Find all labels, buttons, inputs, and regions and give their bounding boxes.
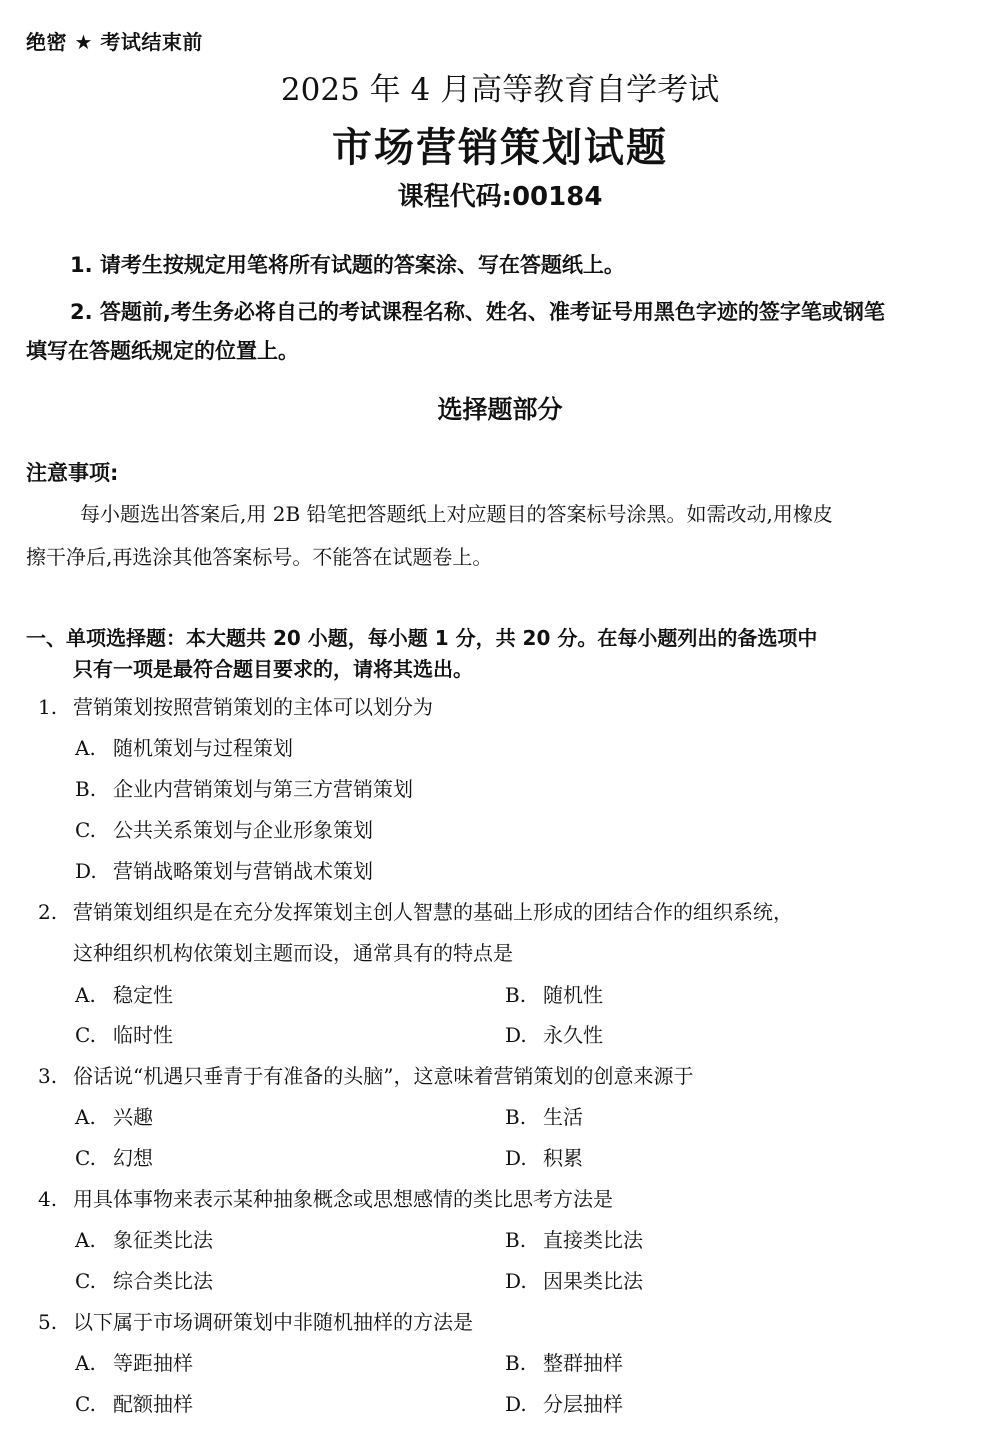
option-label: C. <box>75 1269 96 1293</box>
course-code: 课程代码:00184 <box>397 182 603 212</box>
exam-title: 2025 年 4 月高等教育自学考试 <box>280 72 720 108</box>
q3-option-d[interactable] <box>505 1142 583 1171</box>
option-text: 积累 <box>543 1146 583 1170</box>
option-label: D. <box>505 1392 527 1416</box>
question-4-stem <box>38 1183 613 1212</box>
option-text: 等距抽样 <box>113 1351 193 1375</box>
option-label: D. <box>505 1146 527 1170</box>
confidential-label: 绝密 ★ 考试结束前 <box>26 30 203 54</box>
option-label: D. <box>75 859 97 883</box>
instruction-2-line2: 填写在答题纸规定的位置上。 <box>26 339 299 363</box>
instruction-1: 1. 请考生按规定用笔将所有试题的答案涂、写在答题纸上。 <box>70 253 625 277</box>
q1-option-d[interactable] <box>75 855 373 884</box>
option-label: B. <box>75 777 97 801</box>
q5-option-d[interactable] <box>505 1388 623 1417</box>
option-label: B. <box>505 1351 527 1375</box>
option-text: 营销战略策划与营销战术策划 <box>113 859 373 883</box>
question-number: 3. <box>38 1064 58 1088</box>
q3-option-c[interactable] <box>75 1142 153 1171</box>
section-title: 选择题部分 <box>437 395 563 424</box>
question-2-stem <box>38 896 793 925</box>
q1-option-c[interactable] <box>75 814 373 843</box>
q5-option-c[interactable] <box>75 1388 193 1417</box>
question-3-stem <box>38 1060 693 1089</box>
question-text: 用具体事物来表示某种抽象概念或思想感情的类比思考方法是 <box>73 1187 613 1211</box>
option-text: 分层抽样 <box>543 1392 623 1416</box>
option-label: D. <box>505 1269 527 1293</box>
option-label: A. <box>75 1105 96 1129</box>
option-label: B. <box>505 983 527 1007</box>
question-2-stem-cont: 这种组织机构依策划主题而设，通常具有的特点是 <box>73 941 513 965</box>
q1-option-b[interactable] <box>75 773 413 802</box>
option-text: 兴趣 <box>113 1105 153 1129</box>
notice-heading: 注意事项: <box>26 461 119 485</box>
option-text: 稳定性 <box>113 983 173 1007</box>
question-number: 4. <box>38 1187 58 1211</box>
question-text: 以下属于市场调研策划中非随机抽样的方法是 <box>73 1310 473 1334</box>
option-text: 企业内营销策划与第三方营销策划 <box>113 777 413 801</box>
question-number: 1. <box>38 695 58 719</box>
q4-option-d[interactable] <box>505 1265 643 1294</box>
option-text: 临时性 <box>113 1023 173 1047</box>
option-text: 整群抽样 <box>543 1351 623 1375</box>
option-text: 综合类比法 <box>113 1269 213 1293</box>
q2-option-c[interactable] <box>75 1019 173 1048</box>
q4-option-b[interactable] <box>505 1224 643 1253</box>
option-text: 生活 <box>543 1105 583 1129</box>
q4-option-a[interactable] <box>75 1224 213 1253</box>
question-text: 营销策划按照营销策划的主体可以划分为 <box>73 695 433 719</box>
question-text: 俗话说“机遇只垂青于有准备的头脑”，这意味着营销策划的创意来源于 <box>73 1064 694 1088</box>
question-1-stem <box>38 691 433 720</box>
option-text: 随机策划与过程策划 <box>113 736 293 760</box>
option-label: C. <box>75 1023 96 1047</box>
instruction-2-line1: 2. 答题前,考生务必将自己的考试课程名称、姓名、准考证号用黑色字迹的签字笔或钢笔 <box>70 300 885 324</box>
q4-option-c[interactable] <box>75 1265 213 1294</box>
option-label: A. <box>75 1351 96 1375</box>
option-label: A. <box>75 1228 96 1252</box>
part-heading-line1: 一、单项选择题：本大题共 20 小题，每小题 1 分，共 20 分。在每小题列出的备选项中 <box>26 626 818 650</box>
option-label: C. <box>75 1392 96 1416</box>
q5-option-a[interactable] <box>75 1347 193 1376</box>
paper-title: 市场营销策划试题 <box>332 125 668 171</box>
q3-option-a[interactable] <box>75 1101 153 1130</box>
option-text: 幻想 <box>113 1146 153 1170</box>
q5-option-b[interactable] <box>505 1347 623 1376</box>
option-label: B. <box>505 1228 527 1252</box>
question-5-stem <box>38 1306 473 1335</box>
option-text: 直接类比法 <box>543 1228 643 1252</box>
option-label: A. <box>75 983 96 1007</box>
option-label: B. <box>505 1105 527 1129</box>
question-text: 营销策划组织是在充分发挥策划主创人智慧的基础上形成的团结合作的组织系统， <box>73 900 793 924</box>
option-label: D. <box>505 1023 527 1047</box>
q3-option-b[interactable] <box>505 1101 583 1130</box>
option-label: C. <box>75 1146 96 1170</box>
option-text: 公共关系策划与企业形象策划 <box>113 818 373 842</box>
option-text: 配额抽样 <box>113 1392 193 1416</box>
q1-option-a[interactable] <box>75 732 293 761</box>
notice-line-1: 每小题选出答案后,用 2B 铅笔把答题纸上对应题目的答案标号涂黑。如需改动,用橡皮 <box>80 502 833 526</box>
option-label: A. <box>75 736 96 760</box>
option-label: C. <box>75 818 96 842</box>
option-text: 象征类比法 <box>113 1228 213 1252</box>
notice-line-2: 擦干净后,再选涂其他答案标号。不能答在试题卷上。 <box>26 545 493 569</box>
option-text: 随机性 <box>543 983 603 1007</box>
q2-option-b[interactable] <box>505 979 603 1008</box>
question-number: 2. <box>38 900 58 924</box>
question-number: 5. <box>38 1310 58 1334</box>
option-text: 因果类比法 <box>543 1269 643 1293</box>
q2-option-d[interactable] <box>505 1019 603 1048</box>
q2-option-a[interactable] <box>75 979 173 1008</box>
part-heading-line2: 只有一项是最符合题目要求的，请将其选出。 <box>73 657 473 681</box>
option-text: 永久性 <box>543 1023 603 1047</box>
